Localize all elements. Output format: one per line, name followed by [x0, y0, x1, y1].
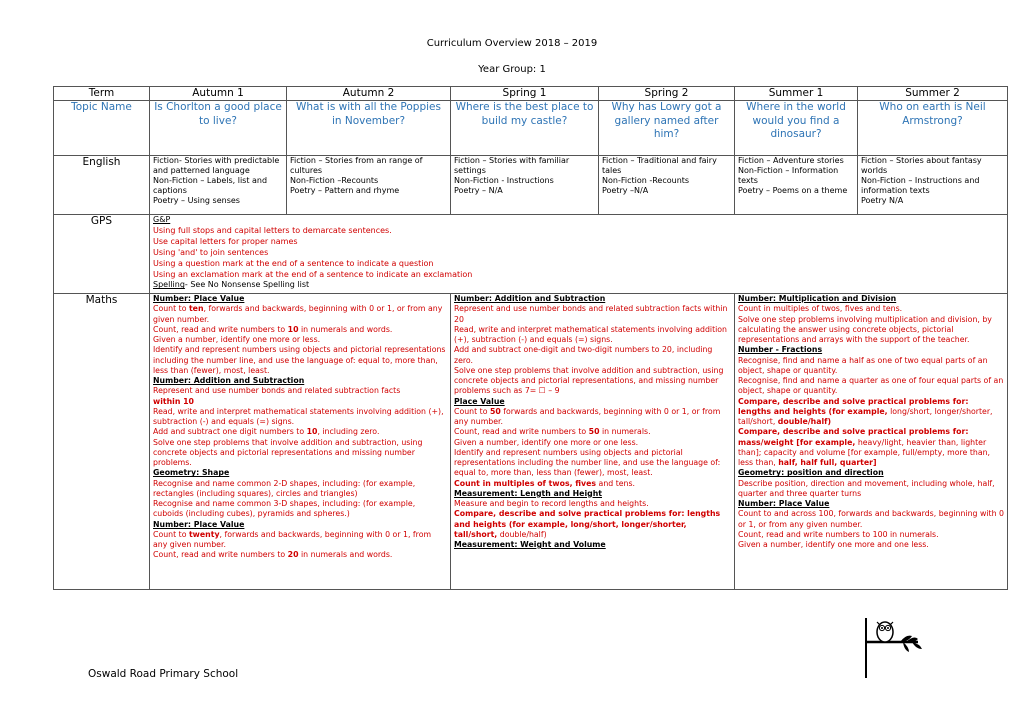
gps-line: Using 'and' to join sentences [153, 247, 269, 257]
english-line: Poetry –N/A [602, 186, 649, 195]
maths-heading: Number: Place Value [738, 499, 830, 508]
topic-autumn-1: Is Chorlton a good place to live? [150, 101, 287, 156]
maths-text: Given a number, identify one more and one less. [738, 540, 929, 549]
maths-text-run: and tens. [596, 478, 636, 488]
maths-text-run: 10 [287, 324, 299, 334]
maths-text-run: 20 [287, 550, 299, 560]
maths-text-run: 50 [588, 427, 600, 437]
col-spring-2: Spring 2 [599, 87, 735, 101]
topic-spring-2: Why has Lowry got a gallery named after him? [599, 101, 735, 156]
maths-text: Describe position, direction and movement, including whole, half, quarter and three quarter turns [738, 478, 995, 498]
maths-text-run: Compare, describe and solve practical problems for: lengths and heights (for example, [738, 396, 969, 416]
gps-line: Use capital letters for proper names [153, 236, 298, 246]
english-line: Non-Fiction – Information texts [738, 166, 839, 185]
maths-heading: Measurement: Weight and Volume [454, 540, 606, 549]
topic-summer-1: Where in the world would you find a dinosaur? [735, 101, 858, 156]
maths-text-run: forwards and backwards, beginning with 0 or 1, or from any number. [454, 406, 721, 426]
maths-text: Recognise and name common 2-D shapes, including: (for example, rectangles (including squares), circles and triangles) [153, 478, 416, 498]
maths-text-run: Count to [454, 406, 490, 416]
col-summer-2: Summer 2 [858, 87, 1008, 101]
english-row [54, 156, 1008, 215]
maths-text [153, 530, 447, 551]
owl-on-branch-icon [856, 618, 936, 680]
maths-text-run: long/short, longer/shorter, tall/short, [738, 406, 993, 426]
english-spring-2 [599, 156, 735, 215]
english-line: Poetry – Using senses [153, 196, 240, 205]
topic-label: Topic Name [54, 101, 150, 156]
english-line: Fiction – Stories with familiar settings [454, 156, 570, 175]
english-line: Poetry – N/A [454, 186, 503, 195]
maths-text [454, 509, 731, 540]
maths-text-run: in numerals and words. [298, 550, 393, 560]
english-line: Non-Fiction - Instructions [454, 176, 554, 185]
maths-text [738, 397, 1004, 428]
maths-text-run: heavy/light, heavier than, lighter than]; capacity and volume [for example, full/empty, more than, less than, [738, 437, 991, 467]
maths-text-run: in numerals. [599, 427, 651, 437]
col-autumn-2: Autumn 2 [287, 87, 451, 101]
maths-text: Represent and use number bonds and related subtraction facts within 20 [454, 304, 728, 324]
gps-line: Using an exclamation mark at the end of a sentence to indicate an exclamation [153, 269, 473, 279]
topic-row [54, 101, 1008, 156]
maths-text: Solve one step problems that involve addition and subtraction, using concrete objects and pictorial representations, and missing number problems such as 7= ☐ – 9 [454, 365, 724, 396]
maths-text-run: , including zero. [317, 427, 380, 437]
gps-heading: G&P [153, 215, 171, 224]
maths-heading: Geometry: position and direction [738, 468, 884, 478]
maths-heading: Measurement: Length and Height [454, 488, 602, 498]
col-summer-1: Summer 1 [735, 87, 858, 101]
english-line: Non-Fiction -Recounts [602, 176, 690, 185]
english-autumn-2 [287, 156, 451, 215]
maths-text-run: Count, read and write numbers to [153, 550, 288, 560]
english-label: English [54, 156, 150, 215]
maths-heading: Number: Addition and Subtraction [454, 294, 606, 303]
maths-text [454, 479, 731, 489]
gps-spelling [153, 280, 1004, 291]
maths-text: Count to and across 100, forwards and backwards, beginning with 0 or 1, or from any given number. [738, 509, 1004, 529]
maths-heading: Number: Place Value [153, 519, 245, 529]
maths-text-run: , forwards and backwards, beginning with 0 or 1, from any given number. [153, 529, 432, 549]
maths-text: Identify and represent numbers using objects and pictorial representations including the number line, and use the language of: equal to, more than, less than (fewer), most, least. [454, 447, 721, 478]
maths-text [153, 427, 447, 437]
maths-text: Read, write and interpret mathematical statements involving addition (+), subtraction (-) and equals (=) signs. [454, 324, 728, 344]
maths-text: within 10 [153, 396, 194, 406]
maths-text [454, 427, 731, 437]
english-line: Non-Fiction – Labels, list and captions [153, 176, 268, 195]
maths-text: Identify and represent numbers using objects and pictorial representations including the number line, and use the language of: equal to, more than, less than (fewer), most, least. [153, 345, 446, 375]
gps-line: Using a question mark at the end of a sentence to indicate a question [153, 258, 434, 268]
spelling-text: - See No Nonsense Spelling list [184, 280, 310, 290]
curriculum-table [53, 86, 1008, 590]
maths-spring [451, 294, 735, 590]
english-line: Non-Fiction – Instructions and information texts [861, 176, 980, 195]
english-line: Fiction – Stories from an range of cultures [290, 156, 423, 175]
maths-text: Represent and use number bonds and related subtraction facts [153, 386, 401, 396]
english-summer-2 [858, 156, 1008, 215]
maths-text-run: Count, read and write numbers to [454, 427, 589, 437]
maths-text [153, 325, 447, 335]
topic-summer-2: Who on earth is Neil Armstrong? [858, 101, 1008, 156]
topic-spring-1: Where is the best place to build my castle? [451, 101, 599, 156]
english-line: Fiction – Adventure stories [738, 156, 844, 165]
maths-text: Recognise and name common 3-D shapes, including: (for example, cuboids (including cubes), pyramids and spheres.) [153, 499, 416, 519]
maths-text: Solve one step problems involving multiplication and division, by calculating the answer using concrete objects, pictorial representations and arrays with the support of the teacher. [738, 314, 992, 344]
header-row [54, 87, 1008, 101]
maths-text-run: double/half) [777, 417, 832, 426]
topic-autumn-2: What is with all the Poppies in November? [287, 101, 451, 156]
maths-text: Given a number, identify one more or less. [153, 335, 321, 344]
maths-heading: Number: Multiplication and Division [738, 294, 897, 303]
maths-text-run: , forwards and backwards, beginning with 0 or 1, or from any given number. [153, 304, 443, 324]
gps-row [54, 215, 1008, 294]
maths-text: Measure and begin to record lengths and heights. [454, 499, 649, 508]
maths-text-run: Count to [153, 529, 189, 539]
maths-text-run: Compare, describe and solve practical problems for: lengths and heights (for example, long/short, longer/shorter, tall/short, [454, 509, 721, 539]
maths-text-run: twenty [188, 529, 220, 539]
maths-text-run: in numerals and words. [298, 324, 393, 334]
maths-text [454, 407, 731, 428]
maths-heading: Number - Fractions [738, 345, 823, 355]
maths-text-run: 50 [489, 406, 501, 416]
maths-text-run: Count to [153, 304, 189, 314]
col-autumn-1: Autumn 1 [150, 87, 287, 101]
english-line: Fiction – Stories about fantasy worlds [861, 156, 982, 175]
english-autumn-1 [150, 156, 287, 215]
maths-text: Given a number, identify one more or one less. [454, 437, 639, 447]
col-spring-1: Spring 1 [451, 87, 599, 101]
maths-text-run: double/half) [497, 529, 547, 539]
english-line: Poetry – Poems on a theme [738, 186, 848, 195]
page-title: Curriculum Overview 2018 – 2019 [426, 38, 598, 49]
maths-text-run: Count, read and write numbers to [153, 324, 288, 334]
maths-heading: Geometry: Shape [153, 468, 230, 478]
spelling-label: Spelling [153, 280, 185, 290]
maths-text: Recognise, find and name a half as one of two equal parts of an object, shape or quantity. [738, 355, 988, 375]
gps-line: Using full stops and capital letters to demarcate sentences. [153, 225, 392, 235]
maths-row [54, 294, 1008, 590]
maths-label: Maths [54, 294, 150, 590]
maths-text-run: half, half full, quarter] [778, 458, 877, 467]
maths-autumn [150, 294, 451, 590]
maths-text: Read, write and interpret mathematical statements involving addition (+), subtraction (-) and equals (=) signs. [153, 406, 444, 426]
maths-text-run: 10 [306, 427, 318, 437]
maths-text: Count, read and write numbers to 100 in numerals. [738, 529, 939, 539]
school-name: Oswald Road Primary School [88, 668, 239, 680]
year-group: Year Group: 1 [478, 64, 546, 75]
english-line: Fiction- Stories with predictable and patterned language [153, 156, 280, 175]
maths-text: Count in multiples of twos, fives and tens. [738, 304, 903, 314]
maths-text: Recognise, find and name a quarter as one of four equal parts of an object, shape or quantity. [738, 376, 1004, 396]
maths-heading: Place Value [454, 396, 505, 406]
maths-text [153, 304, 447, 325]
english-line: Poetry N/A [861, 196, 904, 205]
maths-text [738, 427, 1004, 468]
maths-text-run: ten [188, 304, 204, 314]
maths-text [153, 550, 447, 560]
maths-heading: Number: Place Value [153, 294, 245, 303]
col-term: Term [54, 87, 150, 101]
gps-content [150, 215, 1008, 294]
maths-heading: Number: Addition and Subtraction [153, 376, 305, 385]
english-spring-1 [451, 156, 599, 215]
maths-text: Add and subtract one-digit and two-digit numbers to 20, including zero. [454, 345, 713, 365]
english-summer-1 [735, 156, 858, 215]
gps-label: GPS [54, 215, 150, 294]
english-line: Fiction – Traditional and fairy tales [602, 156, 717, 175]
maths-text: Solve one step problems that involve addition and subtraction, using concrete objects and pictorial representations and missing number problems. [153, 437, 423, 467]
english-line: Non-Fiction –Recounts [290, 176, 379, 185]
maths-text-run: Add and subtract one digit numbers to [153, 427, 307, 437]
maths-text-run: Compare, describe and solve practical problems for: mass/weight [for example, [738, 427, 969, 447]
english-line: Poetry – Pattern and rhyme [290, 186, 400, 195]
maths-summer [735, 294, 1008, 590]
maths-text-run: Count in multiples of twos, fives [454, 478, 597, 488]
